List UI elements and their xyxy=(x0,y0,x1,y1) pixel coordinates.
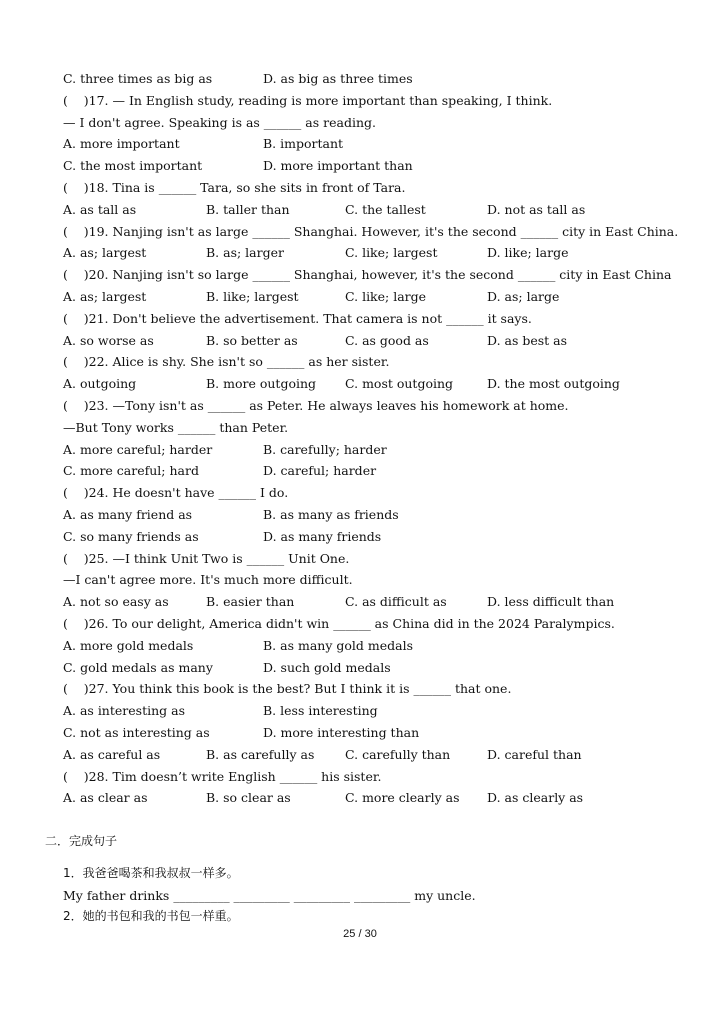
question-text: ( )17. — In English study, reading is more important than speaking, I think. xyxy=(63,92,553,108)
option-row xyxy=(63,722,703,744)
answer-option: C. the tallest xyxy=(345,201,426,217)
section-item-2-prompt xyxy=(45,906,705,928)
option-row xyxy=(63,242,703,264)
page-number: 25 / 30 xyxy=(343,928,377,940)
section-item-1-answer-line: My father drinks _________ _________ _________ _________ my uncle. xyxy=(63,887,476,903)
answer-option: B. as many gold medals xyxy=(263,637,413,653)
answer-option: C. most outgoing xyxy=(345,376,454,392)
answer-option: D. such gold medals xyxy=(263,659,391,675)
answer-option: C. not as interesting as xyxy=(63,724,210,740)
answer-option: C. the most important xyxy=(63,158,203,174)
option-row xyxy=(63,744,703,766)
question-text: ( )28. Tim doesn’t write English ______ his sister. xyxy=(63,768,382,784)
answer-option: D. careful; harder xyxy=(263,463,377,479)
answer-option: A. so worse as xyxy=(63,332,154,348)
answer-option: B. less interesting xyxy=(263,703,378,719)
answer-option: C. like; large xyxy=(345,288,427,304)
answer-option: A. as tall as xyxy=(63,201,137,217)
answer-option: D. more interesting than xyxy=(263,724,420,740)
answer-option: B. taller than xyxy=(206,201,290,217)
answer-option: B. so better as xyxy=(206,332,298,348)
answer-option: B. so clear as xyxy=(206,790,291,806)
question-text: — I don't agree. Speaking is as ______ as reading. xyxy=(63,114,376,130)
answer-option: D. as many friends xyxy=(263,528,382,544)
section-title: 二．完成句子 xyxy=(45,834,118,848)
answer-option: D. as big as three times xyxy=(263,71,413,86)
answer-option: C. as difficult as xyxy=(345,594,447,610)
answer-option: C. like; largest xyxy=(345,245,438,261)
answer-option: C. three times as big as xyxy=(63,71,213,86)
answer-option: B. important xyxy=(263,136,344,152)
option-row xyxy=(63,133,703,155)
option-row xyxy=(63,373,703,395)
option-row xyxy=(63,330,703,352)
answer-option: A. more important xyxy=(63,136,180,152)
answer-option: C. carefully than xyxy=(345,746,451,762)
option-row xyxy=(63,591,703,613)
answer-option: C. as good as xyxy=(345,332,429,348)
question-text: ( )24. He doesn't have ______ I do. xyxy=(63,485,289,501)
answer-option: A. as; largest xyxy=(63,288,147,304)
option-row xyxy=(63,635,703,657)
answer-option: B. easier than xyxy=(206,594,295,610)
section-complete-sentences xyxy=(45,831,705,928)
answer-option: D. more important than xyxy=(263,158,413,174)
question-text: ( )23. —Tony isn't as ______ as Peter. He always leaves his homework at home. xyxy=(63,397,569,413)
answer-option: D. like; large xyxy=(487,245,569,261)
option-row xyxy=(63,657,703,679)
answer-option: A. more careful; harder xyxy=(63,441,213,457)
answer-option: C. gold medals as many xyxy=(63,659,213,675)
answer-option: D. as best as xyxy=(487,332,568,348)
answer-option: A. not so easy as xyxy=(63,594,169,610)
option-row xyxy=(63,700,703,722)
answer-option: D. as; large xyxy=(487,288,560,304)
answer-option: D. as clearly as xyxy=(487,790,584,806)
item-prompt: 她的书包和我的书包一样重。 xyxy=(82,909,239,924)
answer-option: D. less difficult than xyxy=(487,594,615,610)
question-text: ( )21. Don't believe the advertisement. That camera is not ______ it says. xyxy=(63,310,532,326)
option-row xyxy=(63,787,703,809)
answer-option: C. more clearly as xyxy=(345,790,460,806)
answer-option: B. like; largest xyxy=(206,288,299,304)
option-row xyxy=(63,526,703,548)
answer-option: B. as; larger xyxy=(206,245,284,261)
item-number: 2． xyxy=(63,909,83,924)
option-row xyxy=(63,504,703,526)
answer-option: B. carefully; harder xyxy=(263,441,387,457)
answer-option: A. outgoing xyxy=(63,376,137,392)
question-text: ( )25. —I think Unit Two is ______ Unit One. xyxy=(63,550,350,566)
question-list xyxy=(63,68,703,809)
item-number: 1． xyxy=(63,865,83,880)
answer-option: A. as many friend as xyxy=(63,506,193,522)
option-row xyxy=(63,286,703,308)
answer-option: A. more gold medals xyxy=(63,637,194,653)
option-row xyxy=(63,439,703,461)
item-prompt: 我爸爸喝茶和我叔叔一样多。 xyxy=(82,865,239,880)
answer-option: D. careful than xyxy=(487,746,582,762)
answer-option: B. as carefully as xyxy=(206,746,315,762)
question-text: ( )22. Alice is shy. She isn't so ______ as her sister. xyxy=(63,354,390,370)
question-text: ( )26. To our delight, America didn't win ______ as China did in the 2024 Paralympics. xyxy=(63,615,615,631)
answer-option: D. not as tall as xyxy=(487,201,586,217)
answer-option: C. more careful; hard xyxy=(63,463,199,479)
option-row xyxy=(63,199,703,221)
question-text: ( )27. You think this book is the best? But I think it is ______ that one. xyxy=(63,681,512,697)
option-row xyxy=(63,460,703,482)
answer-option: A. as; largest xyxy=(63,245,147,261)
question-text: ( )18. Tina is ______ Tara, so she sits in front of Tara. xyxy=(63,179,406,195)
answer-option: B. as many as friends xyxy=(263,506,399,522)
option-row xyxy=(63,155,703,177)
answer-option: A. as clear as xyxy=(63,790,148,806)
answer-option: C. so many friends as xyxy=(63,528,199,544)
section-item-1-prompt xyxy=(45,863,705,885)
question-text: —I can't agree more. It's much more difficult. xyxy=(63,572,353,588)
answer-option: B. more outgoing xyxy=(206,376,317,392)
question-text: —But Tony works ______ than Peter. xyxy=(63,419,289,435)
answer-option: A. as interesting as xyxy=(63,703,185,719)
question-text: ( )20. Nanjing isn't so large ______ Shanghai, however, it's the second ______ city in East China xyxy=(63,267,672,283)
answer-option: D. the most outgoing xyxy=(487,376,620,392)
question-text: ( )19. Nanjing isn't as large ______ Shanghai. However, it's the second ______ city in East China. xyxy=(63,223,679,239)
option-row xyxy=(63,68,703,90)
answer-option: A. as careful as xyxy=(63,746,161,762)
